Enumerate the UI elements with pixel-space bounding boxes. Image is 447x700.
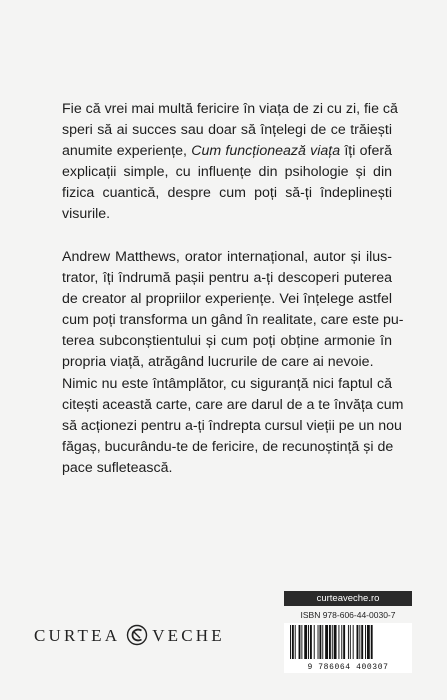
barcode-number: 9 786064 400307 <box>307 663 389 672</box>
text-line: visurile. <box>62 206 111 222</box>
book-title-italic: Cum funcționează viața <box>191 143 341 159</box>
text-line: Andrew Matthews, orator internațional, autor și ilus- <box>62 249 392 265</box>
text-line: propria viață, atrăgând lucrurile de care ai nevoie. <box>62 354 374 370</box>
text-line: citești această carte, care are darul de a te învăța cum <box>62 397 404 413</box>
text-line: trator, îți îndrumă pașii pentru a-ți descoperi puterea <box>62 270 392 286</box>
text-line: explicații simple, cu influențe din psihologie și din <box>62 164 392 180</box>
barcode-bars-icon <box>284 623 412 661</box>
text-segment: îți oferă <box>340 143 393 159</box>
publisher-name-right: VECHE <box>152 626 225 645</box>
text-segment: anumite experiențe, <box>62 143 192 159</box>
publisher-logo <box>34 625 225 647</box>
isbn-label: ISBN 978-606-44-0030-7 <box>300 610 396 620</box>
text-line: Fie că vrei mai multă fericire în viața de zi cu zi, fie că <box>62 101 398 117</box>
text-line: cum poți transforma un gând în realitate, care este pu- <box>62 312 404 328</box>
description-paragraph-2 <box>62 247 404 373</box>
text-line: speri să ai succes sau doar să înțelegi de ce trăiești <box>62 122 392 138</box>
text-line: făgaș, bucurându-te de fericire, de recunoștință și de <box>62 439 394 455</box>
text-line: fizica cuantică, despre cum poți să-ți îndeplinești <box>62 185 392 201</box>
text-line: de creator al propriilor experiențe. Vei înțelege astfel <box>62 291 392 307</box>
text-line: terea subconștientului și cum poți obține armonie în <box>62 333 392 349</box>
publisher-website-label: curteaveche.ro <box>284 591 412 606</box>
publisher-name-left: CURTEA <box>34 626 121 645</box>
description-paragraph-3 <box>62 374 404 479</box>
description-paragraph-1 <box>62 99 398 225</box>
text-line: să acționezi pentru a-ți îndrepta cursul vieții pe un nou <box>62 418 402 434</box>
text-line <box>62 141 392 162</box>
text-line: pace sufletească. <box>62 460 173 476</box>
publisher-emblem-icon <box>126 624 148 646</box>
text-line: Nimic nu este întâmplător, cu siguranță nici faptul că <box>62 376 392 392</box>
